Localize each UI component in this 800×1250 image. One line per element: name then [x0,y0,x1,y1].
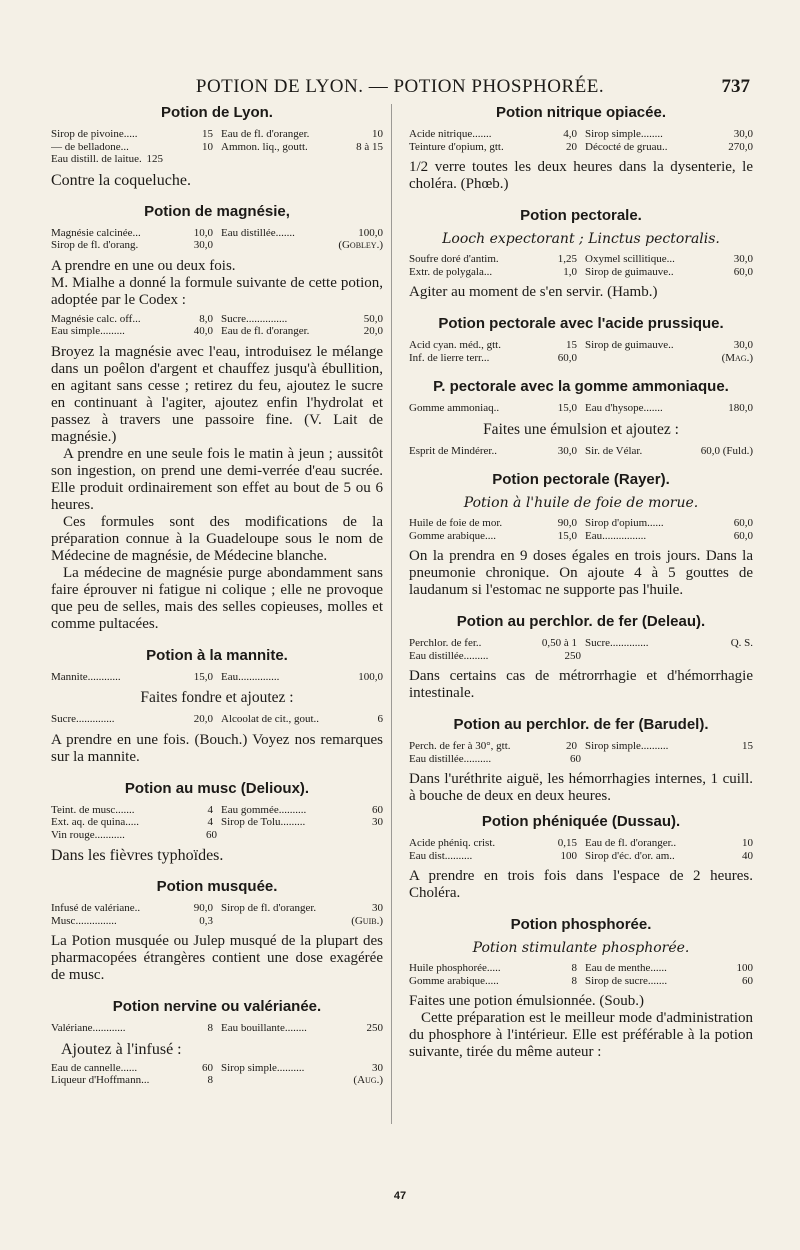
ingredient-table: Magnésie calcinée... 10,0 Eau distillée....... 100,0 Sirop de fl. d'orang. 30,0 (Gobley.) [51,226,383,251]
paragraph: A prendre en trois fois dans l'espace de 2 heures. Choléra. [409,868,753,901]
ingredient-table: Mannite............ 15,0 Eau............... 100,0 [51,670,383,683]
ingredient-table: Acide nitrique....... 4,0 Sirop simple........ 30,0 Teinture d'opium, gtt. 20 Décocté de gruau.. 270,0 [409,128,753,153]
ingredient-table: Eau de cannelle...... 60 Sirop simple.......... 30 Liqueur d'Hoffmann... 8 (Aug.) [51,1061,383,1086]
section-title: Potion au perchlor. de fer (Barudel). [453,716,709,733]
subtitle: Potion stimulante phosphorée. [472,940,690,956]
section-title: P. pectorale avec la gomme ammoniaque. [433,378,729,395]
subtitle: Looch expectorant ; Linctus pectoralis. [442,231,720,247]
note: Contre la coqueluche. [51,171,191,189]
running-header: POTION DE LYON. — POTION PHOSPHORÉE. [195,76,605,97]
left-column [51,104,383,1093]
ingredient-table: Huile phosphorée..... 8 Eau de menthe...... 100 Gomme arabique..... 8 Sirop de sucre....... 60 [409,962,753,987]
note: Dans les fièvres typhoïdes. [51,847,224,864]
paragraph: A prendre en une fois. (Bouch.) Voyez nos remarques sur la mannite. [51,731,383,765]
paragraph: La médecine de magnésie purge abondamment sans faire éprouver ni fatigue ni colique ; elle ne provoque que peu de selles, mais des selles copieuses, molles et comme pultacées. [51,564,383,632]
ingredient-table: Sirop de pivoine..... 15 Eau de fl. d'oranger. 10 — de belladone... 10 Ammon. liq., goutt. 8 à 15 Eau distill. de laitue. 125 [51,128,383,165]
ingredient-table: Perchlor. de fer.. 0,50 à 1 Sucre.............. Q. S. Eau distillée......... 250 [409,637,753,662]
section-title: Potion nervine ou valérianée. [112,998,322,1015]
paragraph: Dans l'uréthrite aiguë, les hémorrhagies internes, 1 cuill. à bouche de deux en deux heures. [409,771,753,804]
paragraph: A prendre en une seule fois le matin à jeun ; aussitôt son ingestion, on prend une demi-verrée d'eau sucrée. Elle produit ordinairement son effet au bout de 5 ou 6 heures. [51,445,383,513]
paragraph: Agiter au moment de s'en servir. (Hamb.) [409,284,658,300]
ingredient-table: Huile de foie de mor. 90,0 Sirop d'opium...... 60,0 Gomme arabique.... 15,0 Eau................ 60,0 [409,517,753,542]
section-title: Potion musquée. [156,878,278,895]
page-number: 737 [721,76,750,97]
paragraph: Cette préparation est le meilleur mode d'administration du phosphore à l'intérieur. Elle est préférable à la potion suivante, tirée du même auteur : [409,1010,753,1060]
paragraph: 1/2 verre toutes les deux heures dans la dysenterie, le choléra. (Phœb.) [409,159,753,192]
signature-mark: 47 [393,1190,407,1202]
section-title: Potion de Lyon. [161,104,273,121]
paragraph: M. Mialhe a donné la formule suivante de cette potion, adoptée par le Codex : [51,274,383,308]
section-title: Potion nitrique opiacée. [495,104,667,121]
section-title: Potion phosphorée. [510,916,652,933]
section-title: Potion phéniquée (Dussau). [481,813,681,830]
ingredient-table: Infusé de valériane.. 90,0 Sirop de fl. d'oranger. 30 Musc............... 0,3 (Guib.) [51,902,383,927]
instruction: Faites une émulsion et ajoutez : [483,420,679,438]
subtitle: Potion à l'huile de foie de morue. [463,495,699,511]
instruction: Ajoutez à l'infusé : [61,1040,182,1058]
paragraph: A prendre en une ou deux fois. [51,257,236,274]
ingredient-table: Sucre.............. 20,0 Alcoolat de cit., gout.. 6 [51,713,383,725]
paragraph: Dans certains cas de métrorrhagie et d'hémorrhagie intestinale. [409,668,753,701]
column-divider [391,104,392,1124]
ingredient-table: Gomme ammoniaq.. 15,0 Eau d'hysope....... 180,0 [409,402,753,414]
section-title: Potion pectorale avec l'acide prussique. [438,315,724,332]
paragraph: La Potion musquée ou Julep musqué de la plupart des pharmacopées étrangères contient une dose exagérée de musc. [51,933,383,983]
section-title: Potion à la mannite. [146,646,288,664]
ingredient-table: Perch. de fer à 30°, gtt. 20 Sirop simple.......... 15 Eau distillée.......... 60 [409,740,753,765]
ingredient-table: Valériane............ 8 Eau bouillante........ 250 [51,1022,383,1034]
ingredient-table: Soufre doré d'antim. 1,25 Oxymel scillitique... 30,0 Extr. de polygala... 1,0 Sirop de guimauve.. 60,0 [409,253,753,278]
ingredient-table: Acide phéniq. crist. 0,15 Eau de fl. d'oranger.. 10 Eau dist.......... 100 Sirop d'éc. d'or. am.. 40 [409,837,753,862]
ingredient-table: Magnésie calc. off... 8,0 Sucre............... 50,0 Eau simple......... 40,0 Eau de fl. d'oranger. 20,0 [51,312,383,337]
paragraph: Ces formules sont des modifications de la préparation connue à la Guadeloupe sous le nom de Médecine de magnésie, de Médecine blanche. [51,513,383,564]
ingredient-table: Teint. de musc....... 4 Eau gommée.......... 60 Ext. aq. de quina..... 4 Sirop de Tolu......... 30 Vin rouge........... 60 [51,803,383,841]
paragraph: On la prendra en 9 doses égales en trois jours. Dans la pneumonie chronique. On ajoute 4 à 5 gouttes de laudanum si l'estomac ne supporte pas l'huile. [409,548,753,598]
section-title: Potion pectorale (Rayer). [492,471,670,488]
instruction: Faites fondre et ajoutez : [140,689,294,706]
ingredient-table: Acid cyan. méd., gtt. 15 Sirop de guimauve.. 30,0 Inf. de lierre terr... 60,0 (Mag.) [409,339,753,364]
section-title: Potion de magnésie, [144,202,290,220]
section-title: Potion au musc (Delioux). [124,779,310,797]
right-column [409,104,753,1061]
section-title: Potion pectorale. [520,207,642,224]
ingredient-table: Esprit de Mindérer.. 30,0 Sir. de Vélar. 60,0 (Fuld.) [409,444,753,457]
section-title: Potion au perchlor. de fer (Deleau). [456,613,706,630]
paragraph: Faites une potion émulsionnée. (Soub.) [409,993,644,1009]
paragraph: Broyez la magnésie avec l'eau, introduisez le mélange dans un poêlon d'argent et chauffez jusqu'à ébullition, en agitant sans cesse ; retirez du feu, ajoutez le sucre en continuant à l'agiter, ajoutez enfin l'hydrolat et passez à travers une passoire fine. (V. Lait de magnésie.) [51,343,383,445]
